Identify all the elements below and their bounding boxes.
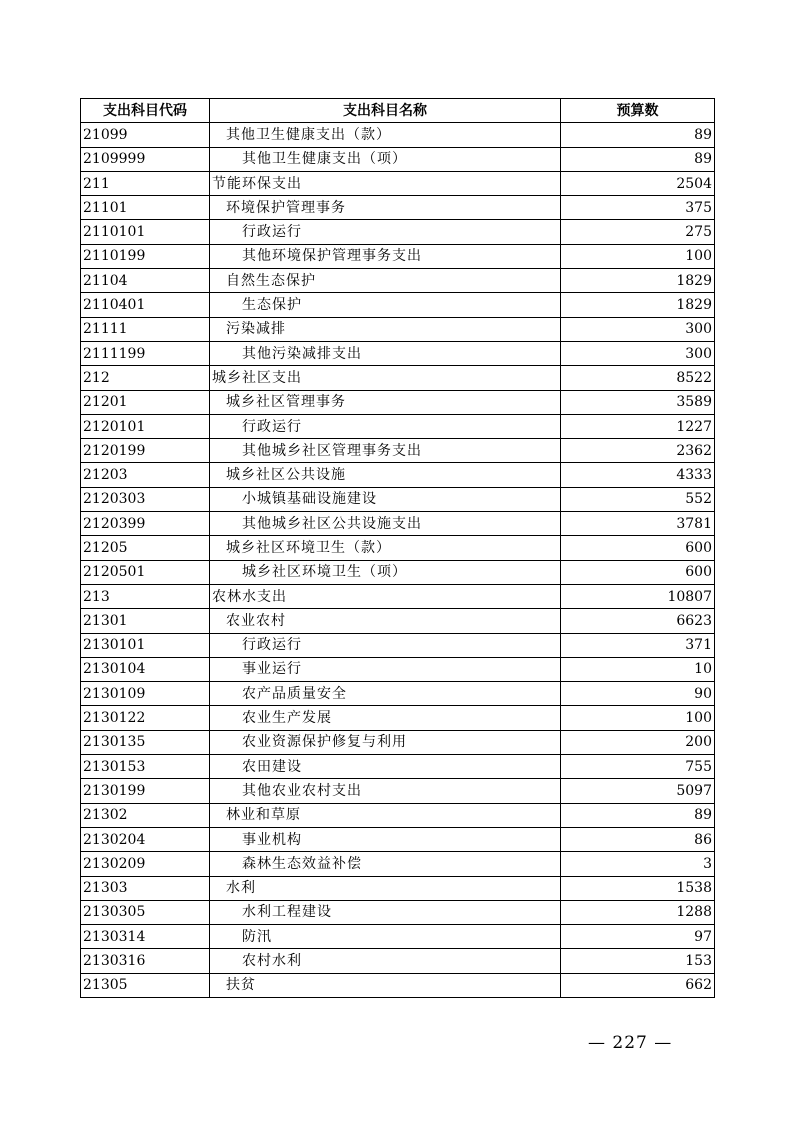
row-name: 防汛 — [210, 925, 561, 949]
row-name: 农田建设 — [210, 755, 561, 779]
row-amount: 8522 — [561, 366, 715, 390]
row-code: 21099 — [81, 123, 210, 147]
row-name: 农业农村 — [210, 609, 561, 633]
row-amount: 1227 — [561, 414, 715, 438]
table-row — [81, 220, 715, 244]
table-row — [81, 244, 715, 268]
table-row — [81, 196, 715, 220]
header-code: 支出科目代码 — [81, 99, 210, 123]
table-row — [81, 779, 715, 803]
row-code: 2120101 — [81, 414, 210, 438]
header-amount: 预算数 — [561, 99, 715, 123]
table-body — [81, 123, 715, 998]
row-name: 森林生态效益补偿 — [210, 852, 561, 876]
row-code: 2130199 — [81, 779, 210, 803]
row-name: 其他卫生健康支出（款） — [210, 123, 561, 147]
row-amount: 153 — [561, 949, 715, 973]
row-code: 2130122 — [81, 706, 210, 730]
row-name: 行政运行 — [210, 414, 561, 438]
row-name: 林业和草原 — [210, 803, 561, 827]
row-code: 21203 — [81, 463, 210, 487]
row-amount: 3 — [561, 852, 715, 876]
table-row — [81, 463, 715, 487]
row-code: 2109999 — [81, 147, 210, 171]
row-code: 2130204 — [81, 827, 210, 851]
table-row — [81, 876, 715, 900]
row-code: 2130314 — [81, 925, 210, 949]
table-row — [81, 584, 715, 608]
table-row — [81, 147, 715, 171]
row-amount: 1538 — [561, 876, 715, 900]
row-amount: 300 — [561, 317, 715, 341]
row-amount: 86 — [561, 827, 715, 851]
row-amount: 375 — [561, 196, 715, 220]
table-row — [81, 536, 715, 560]
row-code: 2130153 — [81, 755, 210, 779]
table-row — [81, 706, 715, 730]
row-code: 2120501 — [81, 560, 210, 584]
row-amount: 275 — [561, 220, 715, 244]
row-name: 农产品质量安全 — [210, 682, 561, 706]
table-row — [81, 657, 715, 681]
row-amount: 10 — [561, 657, 715, 681]
budget-table — [80, 98, 715, 998]
row-name: 环境保护管理事务 — [210, 196, 561, 220]
table-row — [81, 123, 715, 147]
row-amount: 89 — [561, 147, 715, 171]
row-amount: 1829 — [561, 293, 715, 317]
row-code: 21101 — [81, 196, 210, 220]
row-code: 211 — [81, 171, 210, 195]
row-code: 21201 — [81, 390, 210, 414]
row-code: 2130101 — [81, 633, 210, 657]
row-name: 城乡社区公共设施 — [210, 463, 561, 487]
row-code: 21111 — [81, 317, 210, 341]
row-name: 农业生产发展 — [210, 706, 561, 730]
row-amount: 600 — [561, 560, 715, 584]
row-name: 扶贫 — [210, 973, 561, 997]
row-code: 21302 — [81, 803, 210, 827]
table-row — [81, 269, 715, 293]
row-name: 污染减排 — [210, 317, 561, 341]
row-amount: 552 — [561, 487, 715, 511]
table-row — [81, 171, 715, 195]
row-code: 2110199 — [81, 244, 210, 268]
row-code: 21303 — [81, 876, 210, 900]
row-amount: 1288 — [561, 900, 715, 924]
row-name: 小城镇基础设施建设 — [210, 487, 561, 511]
row-name: 城乡社区环境卫生（款） — [210, 536, 561, 560]
table-row — [81, 925, 715, 949]
row-name: 生态保护 — [210, 293, 561, 317]
row-name: 农村水利 — [210, 949, 561, 973]
row-code: 2130305 — [81, 900, 210, 924]
row-amount: 2362 — [561, 439, 715, 463]
table-row — [81, 317, 715, 341]
row-amount: 662 — [561, 973, 715, 997]
row-amount: 300 — [561, 341, 715, 365]
table-row — [81, 512, 715, 536]
row-name: 自然生态保护 — [210, 269, 561, 293]
table-row — [81, 682, 715, 706]
table-row — [81, 803, 715, 827]
row-code: 2130316 — [81, 949, 210, 973]
row-code: 21305 — [81, 973, 210, 997]
row-amount: 1829 — [561, 269, 715, 293]
table-row — [81, 900, 715, 924]
header-row — [81, 99, 715, 123]
row-name: 其他城乡社区公共设施支出 — [210, 512, 561, 536]
table-row — [81, 293, 715, 317]
row-amount: 97 — [561, 925, 715, 949]
header-name: 支出科目名称 — [210, 99, 561, 123]
row-code: 2110101 — [81, 220, 210, 244]
row-code: 2120399 — [81, 512, 210, 536]
row-amount: 600 — [561, 536, 715, 560]
row-name: 事业运行 — [210, 657, 561, 681]
row-amount: 371 — [561, 633, 715, 657]
row-code: 21104 — [81, 269, 210, 293]
row-name: 农业资源保护修复与利用 — [210, 730, 561, 754]
row-name: 水利工程建设 — [210, 900, 561, 924]
table-row — [81, 973, 715, 997]
row-amount: 755 — [561, 755, 715, 779]
row-code: 212 — [81, 366, 210, 390]
table-row — [81, 609, 715, 633]
row-amount: 6623 — [561, 609, 715, 633]
table-row — [81, 755, 715, 779]
row-name: 其他环境保护管理事务支出 — [210, 244, 561, 268]
row-name: 行政运行 — [210, 633, 561, 657]
row-amount: 100 — [561, 706, 715, 730]
row-amount: 4333 — [561, 463, 715, 487]
table-row — [81, 366, 715, 390]
row-name: 城乡社区支出 — [210, 366, 561, 390]
row-name: 行政运行 — [210, 220, 561, 244]
row-amount: 89 — [561, 123, 715, 147]
row-code: 2130104 — [81, 657, 210, 681]
table-row — [81, 414, 715, 438]
row-amount: 90 — [561, 682, 715, 706]
row-amount: 5097 — [561, 779, 715, 803]
table-row — [81, 560, 715, 584]
row-code: 21205 — [81, 536, 210, 560]
row-code: 2120303 — [81, 487, 210, 511]
table-row — [81, 633, 715, 657]
row-name: 其他城乡社区管理事务支出 — [210, 439, 561, 463]
row-code: 21301 — [81, 609, 210, 633]
page-number: — 227 — — [588, 1033, 673, 1053]
row-name: 其他卫生健康支出（项） — [210, 147, 561, 171]
table-row — [81, 949, 715, 973]
table-row — [81, 341, 715, 365]
row-name: 城乡社区管理事务 — [210, 390, 561, 414]
row-name: 农林水支出 — [210, 584, 561, 608]
table-row — [81, 390, 715, 414]
row-name: 事业机构 — [210, 827, 561, 851]
table-row — [81, 827, 715, 851]
row-code: 2111199 — [81, 341, 210, 365]
table-header — [81, 99, 715, 123]
row-amount: 10807 — [561, 584, 715, 608]
row-amount: 3781 — [561, 512, 715, 536]
row-code: 2110401 — [81, 293, 210, 317]
row-name: 水利 — [210, 876, 561, 900]
row-amount: 2504 — [561, 171, 715, 195]
table-row — [81, 730, 715, 754]
row-code: 2120199 — [81, 439, 210, 463]
row-amount: 89 — [561, 803, 715, 827]
row-code: 2130109 — [81, 682, 210, 706]
row-amount: 100 — [561, 244, 715, 268]
row-name: 节能环保支出 — [210, 171, 561, 195]
row-code: 2130135 — [81, 730, 210, 754]
table-row — [81, 439, 715, 463]
table-row — [81, 487, 715, 511]
row-name: 城乡社区环境卫生（项） — [210, 560, 561, 584]
row-code: 213 — [81, 584, 210, 608]
row-code: 2130209 — [81, 852, 210, 876]
row-amount: 3589 — [561, 390, 715, 414]
row-amount: 200 — [561, 730, 715, 754]
row-name: 其他污染减排支出 — [210, 341, 561, 365]
row-name: 其他农业农村支出 — [210, 779, 561, 803]
table-row — [81, 852, 715, 876]
